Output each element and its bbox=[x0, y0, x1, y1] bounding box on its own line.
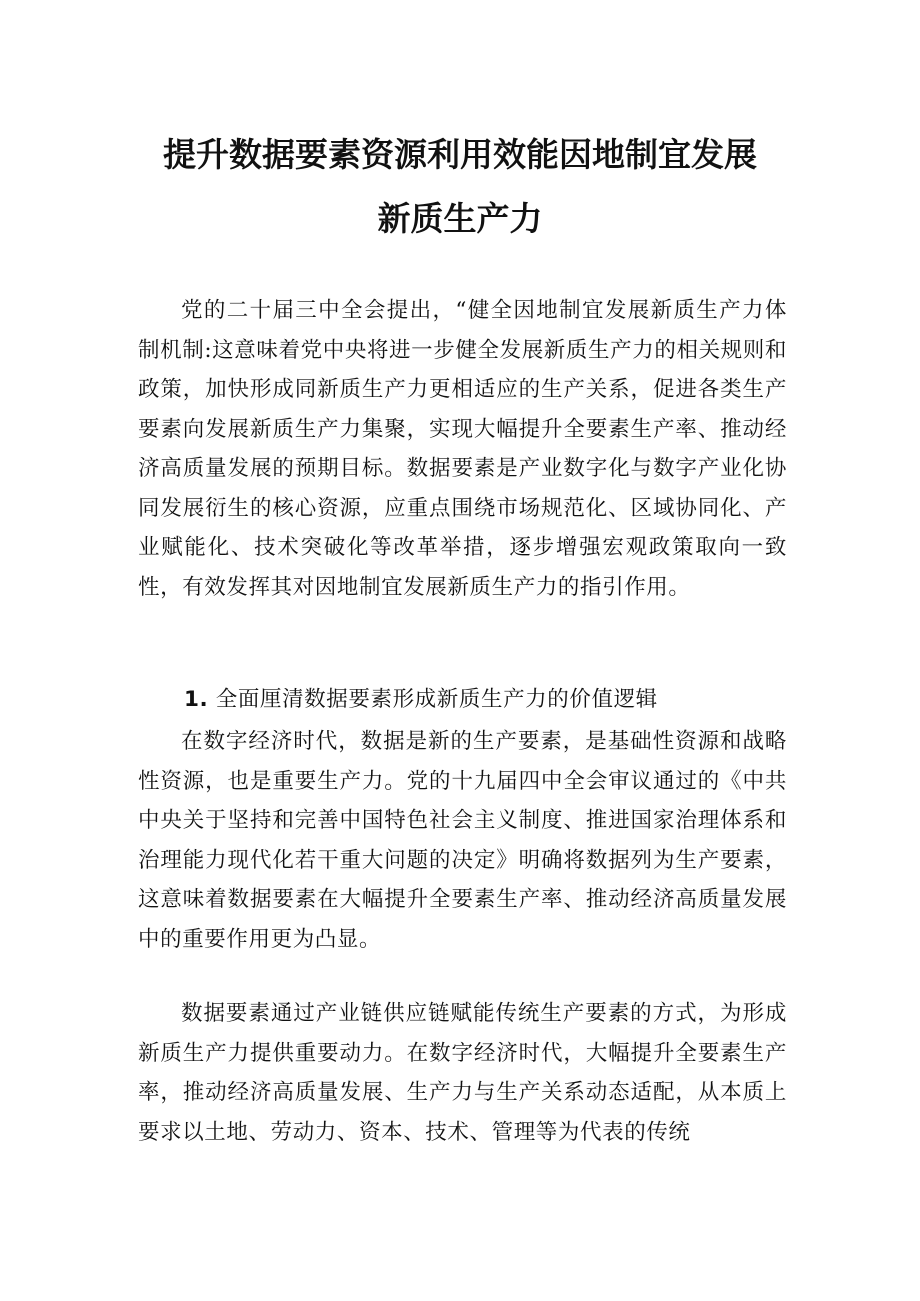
section-title: 全面厘清数据要素形成新质生产力的价值逻辑 bbox=[215, 687, 658, 712]
section-heading bbox=[184, 680, 784, 720]
body-paragraph-3: 数据要素通过产业链供应链赋能传统生产要素的方式，为形成新质生产力提供重要动力。在数字经济时代，大幅提升全要素生产率，推动经济高质量发展、生产力与生产关系动态适配，从本质上要求以土地、劳动力、资本、技术、管理等为代表的传统 bbox=[138, 1001, 787, 1145]
body-paragraph-2: 在数字经济时代，数据是新的生产要素，是基础性资源和战略性资源，也是重要生产力。党的十九届四中全会审议通过的《中共中央关于坚持和完善中国特色社会主义制度、推进国家治理体系和治理能力现代化若干重大问题的决定》明确将数据列为生产要素，这意味着数据要素在大幅提升全要素生产率、推动经济高质量发展中的重要作用更为凸显。 bbox=[138, 729, 787, 952]
body-paragraph-1: 党的二十届三中全会提出，“健全因地制宜发展新质生产力体制机制:这意味着党中央将进一步健全发展新质生产力的相关规则和政策，加快形成同新质生产力更相适应的生产关系，促进各类生产要素向发展新质生产力集聚，实现大幅提升全要素生产率、推动经济高质量发展的预期目标。数据要素是产业数字化与数字产业化协同发展衍生的核心资源，应重点围绕市场规范化、区域协同化、产业赋能化、技术突破化等改革举措，逐步增强宏观政策取向一致性，有效发挥其对因地制宜发展新质生产力的指引作用。 bbox=[138, 298, 787, 600]
section-number: 1. bbox=[184, 687, 209, 712]
document-title-line-2: 新质生产力 bbox=[377, 199, 543, 238]
document-title-line-1: 提升数据要素资源利用效能因地制宜发展 bbox=[163, 135, 757, 174]
